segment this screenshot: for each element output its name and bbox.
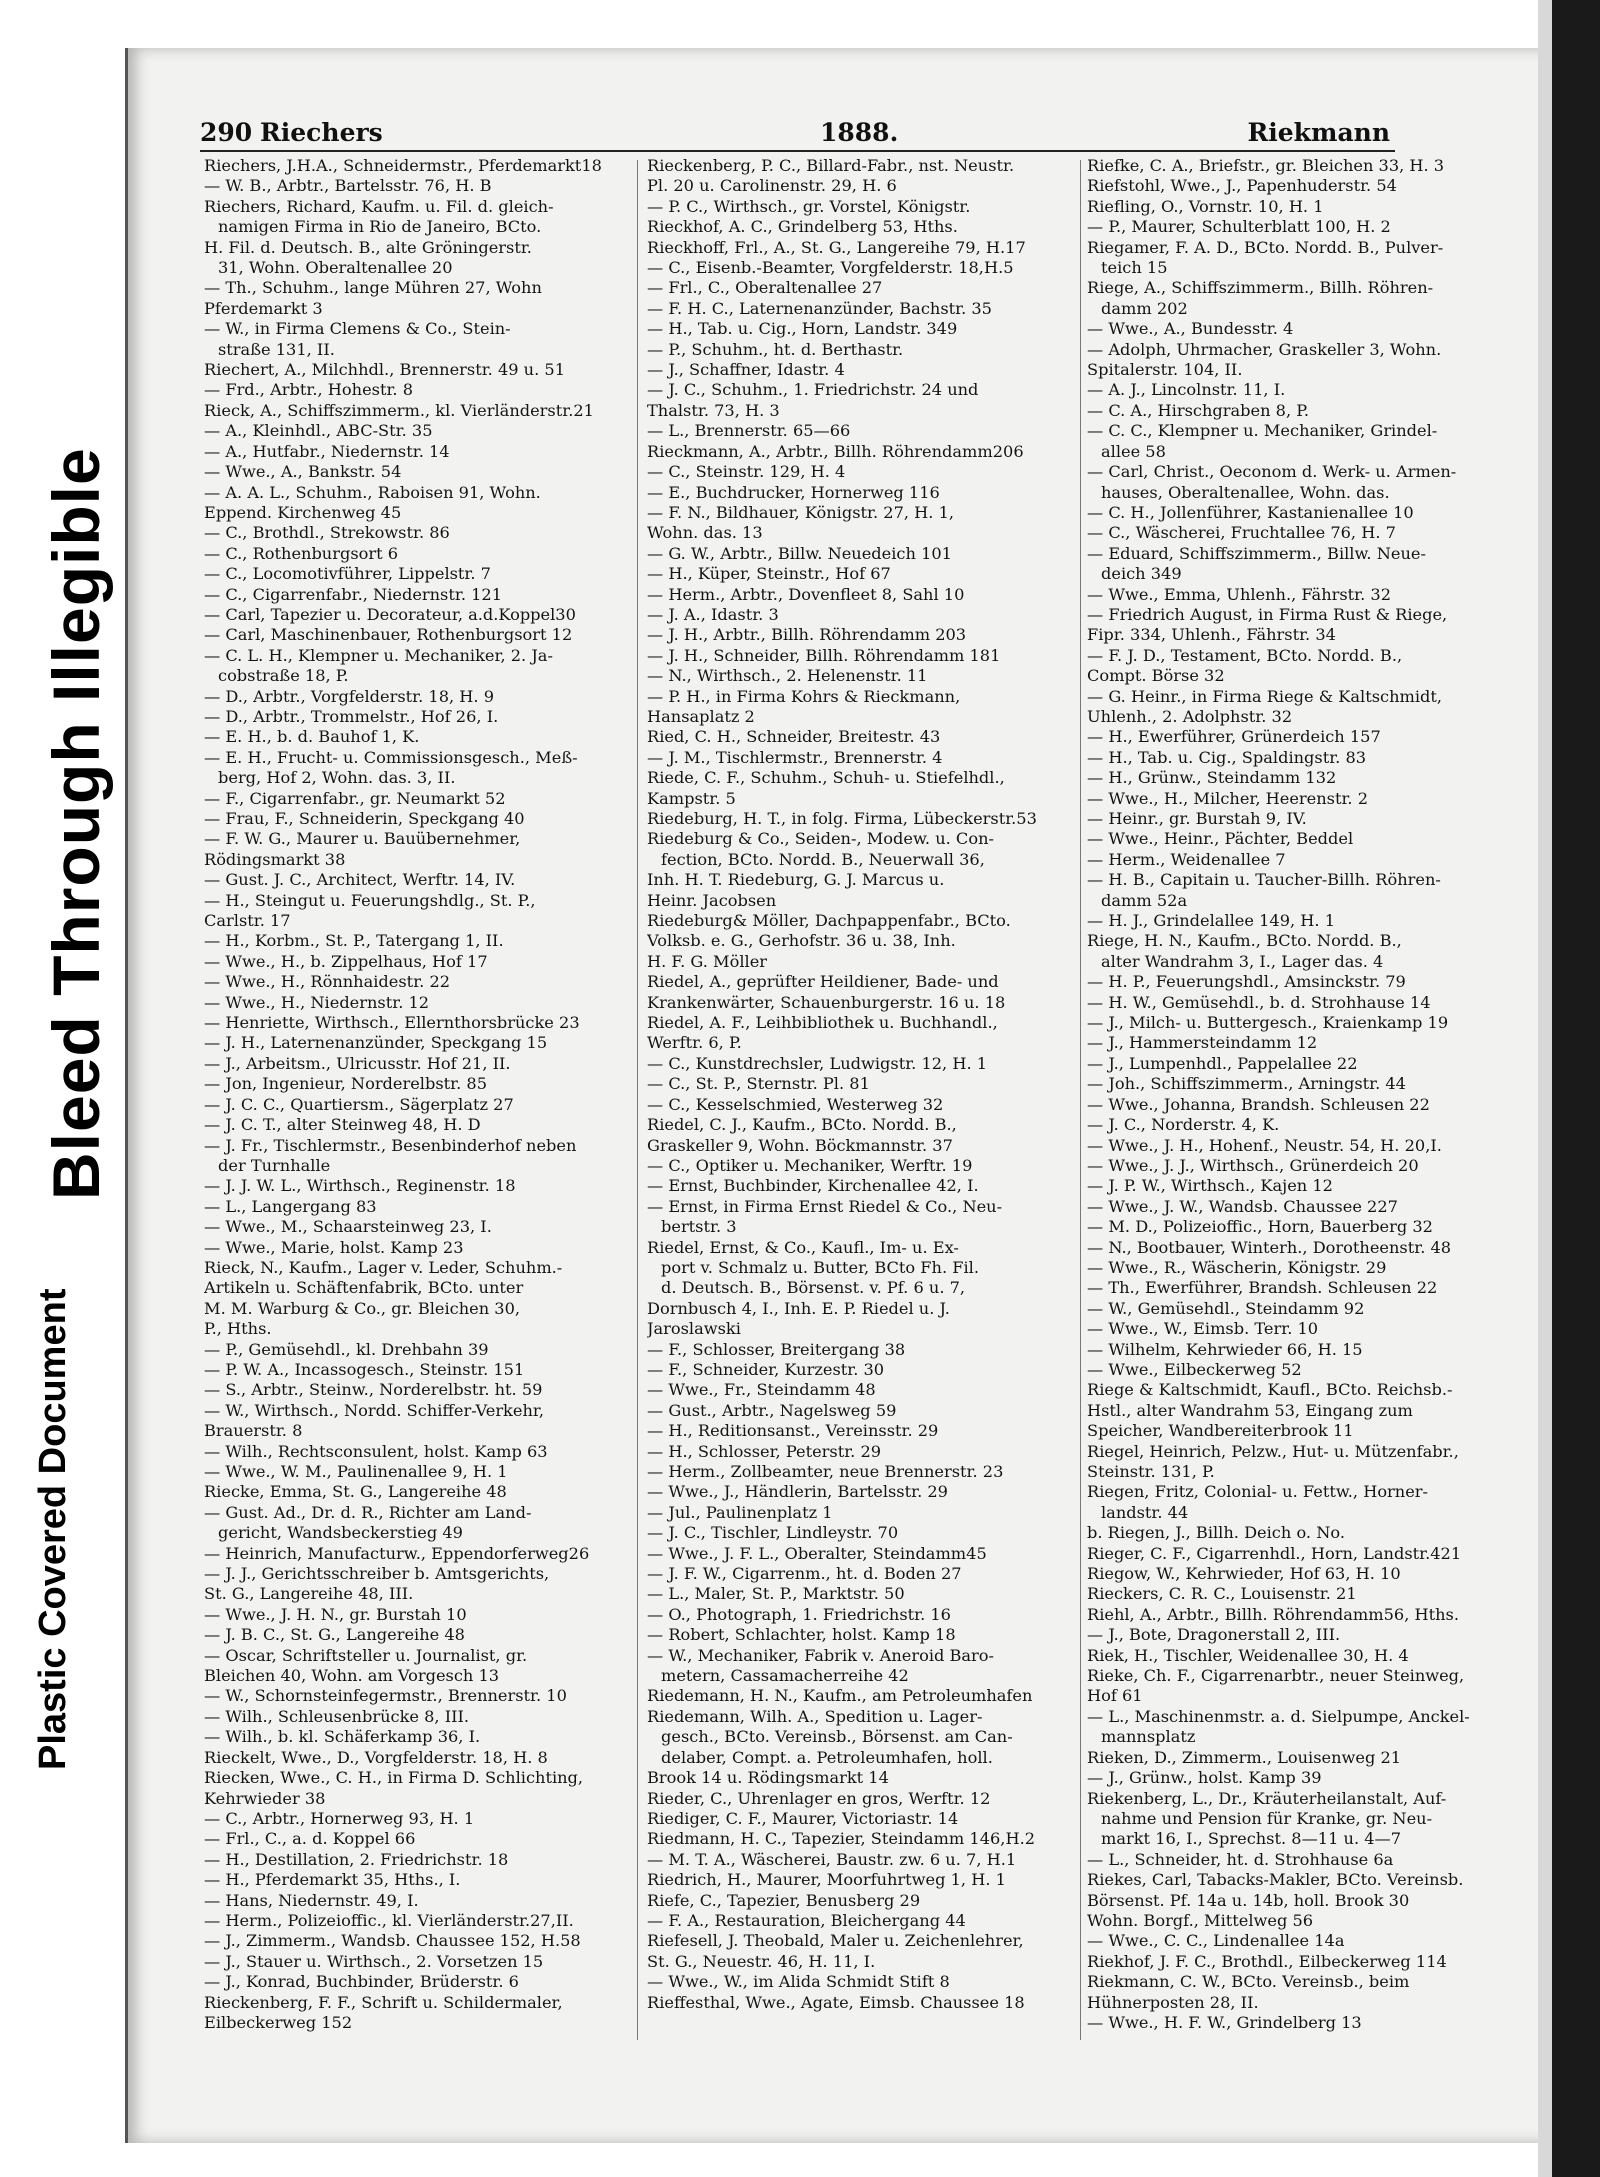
directory-entry-line: — Wwe., A., Bankstr. 54 — [204, 462, 402, 482]
directory-entry-line: — N., Bootbauer, Winterh., Dorotheenstr. 48 — [1087, 1237, 1452, 1257]
directory-column-2 — [647, 156, 1065, 2013]
directory-entry-line: Dornbusch 4, I., Inh. E. P. Riedel u. J. — [647, 1298, 950, 1318]
directory-entry-line: Riecken, Wwe., C. H., in Firma D. Schlichting, — [204, 1768, 584, 1788]
directory-entry-line: berg, Hof 2, Wohn. das. 3, II. — [218, 768, 456, 788]
directory-entry-line: — Wwe., H., b. Zippelhaus, Hof 17 — [204, 951, 488, 971]
directory-entry-line: — H., Schlosser, Peterstr. 29 — [647, 1441, 882, 1461]
directory-entry-line: Ried, C. H., Schneider, Breitestr. 43 — [647, 727, 941, 747]
column-divider — [1080, 160, 1081, 2040]
directory-entry-line: alter Wandrahm 3, I., Lager das. 4 — [1101, 951, 1384, 971]
directory-entry-line: — A., Hutfabr., Niedernstr. 14 — [204, 441, 450, 461]
directory-entry-line: — A., Kleinhdl., ABC-Str. 35 — [204, 421, 433, 441]
directory-entry-line: — Hans, Niedernstr. 49, I. — [204, 1890, 419, 1910]
directory-entry-line: Börsenst. Pf. 14a u. 14b, holl. Brook 30 — [1087, 1890, 1410, 1910]
directory-entry-line: — Adolph, Uhrmacher, Graskeller 3, Wohn. — [1087, 339, 1442, 359]
directory-entry-line: — J. H., Schneider, Billh. Röhrendamm 181 — [647, 645, 1001, 665]
directory-entry-line: — J. M., Tischlermstr., Brennerstr. 4 — [647, 747, 943, 767]
page-header — [200, 118, 1400, 148]
directory-entry-line: Riedel, A. F., Leihbibliothek u. Buchhandl., — [647, 1013, 998, 1033]
directory-entry-line: — C., Cigarrenfabr., Niedernstr. 121 — [204, 584, 503, 604]
directory-entry-line: Rieffesthal, Wwe., Agate, Eimsb. Chaussee 18 — [647, 1992, 1025, 2012]
directory-entry-line: — C., Kesselschmied, Westerweg 32 — [647, 1094, 944, 1114]
directory-entry-line: H. Fil. d. Deutsch. B., alte Gröningerstr. — [204, 237, 532, 257]
directory-entry-line: — C. L. H., Klempner u. Mechaniker, 2. Ja- — [204, 645, 553, 665]
directory-entry-line: — C., Steinstr. 129, H. 4 — [647, 462, 846, 482]
directory-entry-line: — Wwe., Eilbeckerweg 52 — [1087, 1359, 1302, 1379]
directory-entry-line: Wohn. Borgf., Mittelweg 56 — [1087, 1910, 1314, 1930]
directory-entry-line: fection, BCto. Nordd. B., Neuerwall 36, — [661, 849, 985, 869]
directory-entry-line: metern, Cassamacherreihe 42 — [661, 1666, 909, 1686]
directory-entry-line: Brook 14 u. Rödingsmarkt 14 — [647, 1768, 889, 1788]
directory-entry-line: gericht, Wandsbeckerstieg 49 — [218, 1523, 463, 1543]
directory-entry-line: — C., St. P., Sternstr. Pl. 81 — [647, 1074, 870, 1094]
directory-entry-line: — Frau, F., Schneiderin, Speckgang 40 — [204, 809, 525, 828]
directory-entry-line: — H. W., Gemüsehdl., b. d. Strohhause 14 — [1087, 992, 1431, 1012]
directory-entry-line: Riediger, C. F., Maurer, Victoriastr. 14 — [647, 1808, 959, 1828]
directory-entry-line: — W., in Firma Clemens & Co., Stein- — [204, 319, 511, 339]
directory-entry-line: — P., Maurer, Schulterblatt 100, H. 2 — [1087, 217, 1391, 237]
directory-entry-line: — Wilh., b. kl. Schäferkamp 36, I. — [204, 1727, 481, 1747]
directory-entry-line: — C., Kunstdrechsler, Ludwigstr. 12, H. 1 — [647, 1053, 988, 1073]
directory-entry-line: — L., Maler, St. P., Marktstr. 50 — [647, 1584, 905, 1604]
directory-entry-line: cobstraße 18, P. — [218, 666, 349, 686]
directory-entry-line: nahme und Pension für Kranke, gr. Neu- — [1101, 1808, 1433, 1828]
directory-entry-line: — J., Bote, Dragonerstall 2, III. — [1087, 1625, 1341, 1645]
directory-entry-line: — J., Zimmerm., Wandsb. Chaussee 152, H.58 — [204, 1931, 581, 1951]
directory-entry-line: Rieckhof, A. C., Grindelberg 53, Hths. — [647, 217, 958, 237]
directory-entry-line: — J. C., Norderstr. 4, K. — [1087, 1115, 1280, 1135]
directory-entry-line: Riege & Kaltschmidt, Kaufl., BCto. Reichsb.- — [1087, 1380, 1453, 1400]
directory-entry-line: Hof 61 — [1087, 1686, 1143, 1706]
directory-entry-line: Rieke, Ch. F., Cigarrenarbtr., neuer Steinweg, — [1087, 1666, 1465, 1686]
directory-entry-line: — H., Ewerführer, Grünerdeich 157 — [1087, 727, 1381, 747]
directory-entry-line: Riege, A., Schiffszimmerm., Billh. Röhren- — [1087, 278, 1434, 298]
directory-entry-line: Carlstr. 17 — [204, 911, 291, 931]
directory-entry-line: St. G., Langereihe 48, III. — [204, 1584, 414, 1604]
directory-entry-line: — C., Arbtr., Hornerweg 93, H. 1 — [204, 1808, 475, 1828]
directory-entry-line: — Eduard, Schiffszimmerm., Billw. Neue- — [1087, 543, 1426, 563]
directory-entry-line: Rieck, A., Schiffszimmerm., kl. Vierländerstr.21 — [204, 400, 594, 420]
directory-entry-line: — A. J., Lincolnstr. 11, I. — [1087, 380, 1286, 400]
directory-entry-line: Uhlenh., 2. Adolphstr. 32 — [1087, 706, 1293, 726]
directory-entry-line: — E. H., b. d. Bauhof 1, K. — [204, 727, 420, 747]
directory-entry-line: Fipr. 334, Uhlenh., Fährstr. 34 — [1087, 625, 1336, 645]
directory-entry-line: — Friedrich August, in Firma Rust & Riege, — [1087, 604, 1448, 624]
directory-entry-line: — H., Grünw., Steindamm 132 — [1087, 768, 1337, 788]
directory-entry-line: — C., Brothdl., Strekowstr. 86 — [204, 523, 450, 543]
directory-entry-line: Eilbeckerweg 152 — [204, 2012, 353, 2032]
directory-entry-line: Kampstr. 5 — [647, 788, 736, 808]
directory-entry-line: — J. H., Arbtr., Billh. Röhrendamm 203 — [647, 625, 967, 645]
directory-entry-line: Riefe, C., Tapezier, Benusberg 29 — [647, 1890, 921, 1910]
directory-entry-line: straße 131, II. — [218, 339, 335, 359]
directory-entry-line: gesch., BCto. Vereinsb., Börsenst. am Can- — [661, 1727, 1013, 1747]
directory-entry-line: — F., Schlosser, Breitergang 38 — [647, 1339, 906, 1359]
directory-entry-line: Thalstr. 73, H. 3 — [647, 400, 780, 420]
directory-entry-line: Riek, H., Tischler, Weidenallee 30, H. 4 — [1087, 1645, 1409, 1665]
directory-entry-line: — Wwe., J. J., Wirthsch., Grünerdeich 20 — [1087, 1155, 1419, 1175]
directory-entry-line: — Wwe., Fr., Steindamm 48 — [647, 1380, 876, 1400]
directory-entry-line: — J. B. C., St. G., Langereihe 48 — [204, 1625, 465, 1645]
directory-entry-line: — P. W. A., Incassogesch., Steinstr. 151 — [204, 1359, 525, 1379]
directory-entry-line: — Wwe., A., Bundesstr. 4 — [1087, 319, 1294, 339]
directory-entry-line: Riede, C. F., Schuhm., Schuh- u. Stiefelhdl., — [647, 768, 1005, 788]
directory-entry-line: — Heinrich, Manufacturw., Eppendorferweg26 — [204, 1543, 590, 1563]
directory-entry-line: Riekmann, C. W., BCto. Vereinsb., beim — [1087, 1972, 1410, 1992]
directory-entry-line: Rieckenberg, P. C., Billard-Fabr., nst. Neustr. — [647, 156, 1015, 175]
directory-entry-line: — H., Destillation, 2. Friedrichstr. 18 — [204, 1849, 509, 1869]
directory-entry-line: — P. C., Wirthsch., gr. Vorstel, Königstr. — [647, 196, 971, 216]
directory-entry-line: Riedrich, H., Maurer, Moorfuhrtweg 1, H. 1 — [647, 1870, 1006, 1890]
directory-entry-line: — Wwe., H., Rönnhaidestr. 22 — [204, 972, 451, 992]
directory-entry-line: — Wwe., Johanna, Brandsh. Schleusen 22 — [1087, 1094, 1430, 1114]
directory-entry-line: — F. H. C., Laternenanzünder, Bachstr. 35 — [647, 298, 992, 318]
directory-entry-line: — J., Grünw., holst. Kamp 39 — [1087, 1768, 1322, 1788]
directory-entry-line: Steinstr. 131, P. — [1087, 1462, 1215, 1481]
directory-entry-line: — Frd., Arbtr., Hohestr. 8 — [204, 380, 414, 400]
directory-entry-line: allee 58 — [1101, 441, 1166, 461]
directory-entry-line: Riecke, Emma, St. G., Langereihe 48 — [204, 1482, 507, 1502]
directory-entry-line: — J. P. W., Wirthsch., Kajen 12 — [1087, 1176, 1333, 1196]
directory-entry-line: Rieckers, C. R. C., Louisenstr. 21 — [1087, 1584, 1357, 1604]
directory-entry-line: — H., Korbm., St. P., Tatergang 1, II. — [204, 931, 504, 951]
directory-entry-line: — Joh., Schiffszimmerm., Arningstr. 44 — [1087, 1074, 1406, 1094]
directory-entry-line: — H. J., Grindelallee 149, H. 1 — [1087, 911, 1336, 931]
directory-entry-line: bertstr. 3 — [661, 1217, 737, 1237]
directory-entry-line: — C., Locomotivführer, Lippelstr. 7 — [204, 564, 491, 584]
directory-entry-line: — J. F. W., Cigarrenm., ht. d. Boden 27 — [647, 1564, 962, 1584]
directory-entry-line: Rieckhoff, Frl., A., St. G., Langereihe 79, H.17 — [647, 237, 1026, 257]
directory-entry-line: — M. D., Polizeioffic., Horn, Bauerberg 32 — [1087, 1217, 1433, 1237]
directory-entry-line: — Ernst, in Firma Ernst Riedel & Co., Neu- — [647, 1196, 1003, 1216]
header-year: 1888. — [820, 118, 899, 147]
directory-entry-line: Bleichen 40, Wohn. am Vorgesch 13 — [204, 1666, 500, 1686]
directory-entry-line: — Wwe., J., Händlerin, Bartelsstr. 29 — [647, 1482, 948, 1502]
directory-entry-line: Riechert, A., Milchhdl., Brennerstr. 49 u. 51 — [204, 360, 566, 380]
directory-entry-line: Rieckmann, A., Arbtr., Billh. Röhrendamm206 — [647, 441, 1024, 461]
directory-entry-line: — S., Arbtr., Steinw., Norderelbstr. ht. 59 — [204, 1380, 543, 1400]
directory-entry-line: — Wwe., W. M., Paulinenallee 9, H. 1 — [204, 1462, 508, 1481]
directory-entry-line: damm 202 — [1101, 298, 1188, 318]
directory-entry-line: Riedeburg & Co., Seiden-, Modew. u. Con- — [647, 829, 994, 849]
directory-entry-line: — W., Schornsteinfegermstr., Brennerstr. 10 — [204, 1686, 567, 1706]
directory-entry-line: 31, Wohn. Oberaltenallee 20 — [218, 258, 453, 278]
directory-entry-line: — J. J., Gerichtsschreiber b. Amtsgerichts, — [204, 1564, 550, 1584]
directory-entry-line: Riekenberg, L., Dr., Kräuterheilanstalt, Auf- — [1087, 1788, 1447, 1808]
directory-entry-line: Riedemann, H. N., Kaufm., am Petroleumhafen — [647, 1686, 1033, 1706]
directory-entry-line: — J. C., Schuhm., 1. Friedrichstr. 24 und — [647, 380, 979, 400]
directory-entry-line: Compt. Börse 32 — [1087, 666, 1225, 686]
directory-entry-line: Rieder, C., Uhrenlager en gros, Werftr. 12 — [647, 1788, 991, 1808]
directory-entry-line: — H., Tab. u. Cig., Horn, Landstr. 349 — [647, 319, 958, 339]
directory-entry-line: — Wwe., W., im Alida Schmidt Stift 8 — [647, 1972, 950, 1992]
directory-entry-line: — Robert, Schlachter, holst. Kamp 18 — [647, 1625, 956, 1645]
directory-entry-line: Pferdemarkt 3 — [204, 298, 323, 318]
directory-entry-line: — J., Lumpenhdl., Pappelallee 22 — [1087, 1053, 1358, 1073]
directory-entry-line: — O., Photograph, 1. Friedrichstr. 16 — [647, 1604, 951, 1624]
directory-entry-line: P., Hths. — [204, 1319, 272, 1339]
directory-entry-line: Riegow, W., Kehrwieder, Hof 63, H. 10 — [1087, 1564, 1401, 1584]
bleed-through-label: Bleed Through Illegible — [39, 447, 113, 1200]
directory-entry-line: — Wwe., Emma, Uhlenh., Fährstr. 32 — [1087, 584, 1392, 604]
directory-entry-line: — Wwe., J. H., Hohenf., Neustr. 54, H. 20,I. — [1087, 1135, 1442, 1155]
directory-entry-line: namigen Firma in Rio de Janeiro, BCto. — [218, 217, 542, 237]
directory-entry-line: — Wwe., C. C., Lindenallee 14a — [1087, 1931, 1345, 1951]
directory-entry-line: markt 16, I., Sprechst. 8—11 u. 4—7 — [1101, 1829, 1402, 1849]
directory-entry-line: — L., Brennerstr. 65—66 — [647, 421, 851, 441]
directory-entry-line: — Wwe., W., Eimsb. Terr. 10 — [1087, 1319, 1319, 1339]
directory-entry-line: Krankenwärter, Schauenburgerstr. 16 u. 18 — [647, 992, 1006, 1012]
directory-entry-line: — L., Langergang 83 — [204, 1196, 377, 1216]
directory-entry-line: — Wwe., J. W., Wandsb. Chaussee 227 — [1087, 1196, 1398, 1216]
directory-entry-line: — F. J. D., Testament, BCto. Nordd. B., — [1087, 645, 1403, 665]
directory-entry-line: Wohn. das. 13 — [647, 523, 763, 543]
directory-entry-line: — J., Schaffner, Idastr. 4 — [647, 360, 845, 380]
directory-entry-line: — J., Arbeitsm., Ulricusstr. Hof 21, II. — [204, 1053, 511, 1073]
directory-entry-line: Rieck, N., Kaufm., Lager v. Leder, Schuhm.- — [204, 1257, 563, 1277]
header-rule — [200, 150, 1395, 152]
plastic-covered-label: Plastic Covered Document — [32, 1288, 74, 1770]
directory-entry-line: Riechers, J.H.A., Schneidermstr., Pferdemarkt18 — [204, 156, 602, 175]
directory-entry-line: — L., Schneider, ht. d. Strohhause 6a — [1087, 1849, 1394, 1869]
directory-entry-line: — J. Fr., Tischlermstr., Besenbinderhof neben — [204, 1135, 577, 1155]
directory-entry-line: Rieckelt, Wwe., D., Vorgfelderstr. 18, H. 8 — [204, 1747, 548, 1767]
directory-entry-line: Werftr. 6, P. — [647, 1033, 742, 1053]
directory-entry-line: — Wilh., Schleusenbrücke 8, III. — [204, 1706, 470, 1726]
directory-entry-line: Riedel, A., geprüfter Heildiener, Bade- und — [647, 972, 999, 992]
directory-entry-line: — C., Eisenb.-Beamter, Vorgfelderstr. 18,H.5 — [647, 258, 1014, 278]
directory-entry-line: — Gust., Arbtr., Nagelsweg 59 — [647, 1400, 897, 1420]
directory-entry-line: Eppend. Kirchenweg 45 — [204, 502, 402, 522]
directory-entry-line: — Frl., C., Oberaltenallee 27 — [647, 278, 883, 298]
directory-entry-line: — J., Konrad, Buchbinder, Brüderstr. 6 — [204, 1972, 519, 1992]
directory-entry-line: — Carl, Maschinenbauer, Rothenburgsort 12 — [204, 625, 573, 645]
directory-entry-line: — Wwe., Marie, holst. Kamp 23 — [204, 1237, 464, 1257]
directory-entry-line: Hstl., alter Wandrahm 53, Eingang zum — [1087, 1400, 1413, 1420]
header-left-keyword: Riechers — [260, 118, 383, 147]
directory-entry-line: Riedeburg, H. T., in folg. Firma, Lübeckerstr.53 — [647, 809, 1037, 828]
directory-entry-line: Riefstohl, Wwe., J., Papenhuderstr. 54 — [1087, 176, 1397, 196]
directory-entry-line: — F., Cigarrenfabr., gr. Neumarkt 52 — [204, 788, 506, 808]
directory-entry-line: Pl. 20 u. Carolinenstr. 29, H. 6 — [647, 176, 897, 196]
directory-entry-line: — D., Arbtr., Trommelstr., Hof 26, I. — [204, 706, 499, 726]
directory-entry-line: — N., Wirthsch., 2. Helenenstr. 11 — [647, 666, 928, 686]
directory-entry-line: — Frl., C., a. d. Koppel 66 — [204, 1829, 416, 1849]
directory-entry-line: — H., Tab. u. Cig., Spaldingstr. 83 — [1087, 747, 1367, 767]
directory-entry-line: Graskeller 9, Wohn. Böckmannstr. 37 — [647, 1135, 953, 1155]
directory-entry-line: — C., Optiker u. Mechaniker, Werftr. 19 — [647, 1155, 973, 1175]
directory-entry-line: — H., Reditionsanst., Vereinsstr. 29 — [647, 1421, 939, 1441]
directory-entry-line: M. M. Warburg & Co., gr. Bleichen 30, — [204, 1298, 521, 1318]
directory-column-3 — [1087, 156, 1505, 2033]
scan-edge — [1538, 0, 1600, 2177]
directory-entry-line: — C. A., Hirschgraben 8, P. — [1087, 400, 1309, 420]
directory-entry-line: — Wwe., H., Niedernstr. 12 — [204, 992, 430, 1012]
directory-column-1 — [204, 156, 622, 2033]
directory-entry-line: Volksb. e. G., Gerhofstr. 36 u. 38, Inh. — [647, 931, 956, 951]
directory-entry-line: — P. H., in Firma Kohrs & Rieckmann, — [647, 686, 961, 706]
directory-entry-line: — E., Buchdrucker, Hornerweg 116 — [647, 482, 940, 502]
directory-entry-line: — Carl, Christ., Oeconom d. Werk- u. Armen- — [1087, 462, 1457, 482]
directory-entry-line: Rieger, C. F., Cigarrenhdl., Horn, Landstr.421 — [1087, 1543, 1462, 1563]
directory-entry-line: port v. Schmalz u. Butter, BCto Fh. Fil. — [661, 1257, 979, 1277]
directory-entry-line: Spitalerstr. 104, II. — [1087, 360, 1243, 380]
directory-entry-line: — Wwe., H. F. W., Grindelberg 13 — [1087, 2012, 1362, 2032]
directory-entry-line: — W. B., Arbtr., Bartelsstr. 76, H. B — [204, 176, 492, 196]
directory-entry-line: Riefling, O., Vornstr. 10, H. 1 — [1087, 196, 1324, 216]
directory-entry-line: — H., Steingut u. Feuerungshdlg., St. P., — [204, 890, 536, 910]
directory-entry-line: — J. C. T., alter Steinweg 48, H. D — [204, 1115, 481, 1135]
page-number: 290 — [200, 118, 253, 147]
directory-entry-line: mannsplatz — [1101, 1727, 1196, 1747]
directory-entry-line: — W., Gemüsehdl., Steindamm 92 — [1087, 1298, 1365, 1318]
directory-entry-line: — H., Küper, Steinstr., Hof 67 — [647, 564, 891, 584]
directory-entry-line: — Wwe., H., Milcher, Heerenstr. 2 — [1087, 788, 1369, 808]
directory-entry-line: — Ernst, Buchbinder, Kirchenallee 42, I. — [647, 1176, 979, 1196]
directory-entry-line: Riekes, Carl, Tabacks-Makler, BCto. Vereinsb. — [1087, 1870, 1464, 1890]
directory-entry-line: — P., Gemüsehdl., kl. Drehbahn 39 — [204, 1339, 489, 1359]
directory-entry-line: Riefke, C. A., Briefstr., gr. Bleichen 33, H. 3 — [1087, 156, 1445, 175]
directory-entry-line: — Carl, Tapezier u. Decorateur, a.d.Koppel30 — [204, 604, 576, 624]
directory-entry-line: — H. P., Feuerungshdl., Amsinckstr. 79 — [1087, 972, 1406, 992]
directory-entry-line: — Oscar, Schriftsteller u. Journalist, gr. — [204, 1645, 528, 1665]
directory-entry-line: — Jon, Ingenieur, Norderelbstr. 85 — [204, 1074, 488, 1094]
directory-entry-line: — W., Wirthsch., Nordd. Schiffer-Verkehr, — [204, 1400, 544, 1420]
directory-entry-line: teich 15 — [1101, 258, 1168, 278]
header-right-keyword: Riekmann — [1247, 118, 1390, 147]
directory-entry-line: — P., Schuhm., ht. d. Berthastr. — [647, 339, 904, 359]
directory-entry-line: — J., Stauer u. Wirthsch., 2. Vorsetzen 15 — [204, 1951, 544, 1971]
directory-entry-line: — Jul., Paulinenplatz 1 — [647, 1502, 833, 1522]
directory-entry-line: Riegamer, F. A. D., BCto. Nordd. B., Pulver- — [1087, 237, 1444, 257]
directory-entry-line: — E. H., Frucht- u. Commissionsgesch., Meß- — [204, 747, 578, 767]
directory-entry-line: Riegen, Fritz, Colonial- u. Fettw., Horner- — [1087, 1482, 1429, 1502]
directory-entry-line: landstr. 44 — [1101, 1502, 1189, 1522]
directory-entry-line: — Gust. Ad., Dr. d. R., Richter am Land- — [204, 1502, 532, 1522]
directory-entry-line: — Th., Ewerführer, Brandsh. Schleusen 22 — [1087, 1278, 1438, 1298]
directory-entry-line: — C. C., Klempner u. Mechaniker, Grindel- — [1087, 421, 1438, 441]
directory-entry-line: Rödingsmarkt 38 — [204, 849, 346, 869]
directory-entry-line: d. Deutsch. B., Börsenst. v. Pf. 6 u. 7, — [661, 1278, 966, 1298]
directory-entry-line: — J., Hammersteindamm 12 — [1087, 1033, 1318, 1053]
directory-entry-line: Rieckenberg, F. F., Schrift u. Schildermaler, — [204, 1992, 563, 2012]
directory-entry-line: — C. H., Jollenführer, Kastanienallee 10 — [1087, 502, 1414, 522]
directory-entry-line: — C., Rothenburgsort 6 — [204, 543, 399, 563]
directory-entry-line: deich 349 — [1101, 564, 1182, 584]
directory-entry-line: Riekhof, J. F. C., Brothdl., Eilbeckerweg 114 — [1087, 1951, 1447, 1971]
directory-entry-line: — L., Maschinenmstr. a. d. Sielpumpe, Anckel- — [1087, 1706, 1470, 1726]
directory-entry-line: Riedmann, H. C., Tapezier, Steindamm 146,H.2 — [647, 1829, 1036, 1849]
directory-entry-line: — H., Pferdemarkt 35, Hths., I. — [204, 1870, 461, 1890]
directory-entry-line: — J., Milch- u. Buttergesch., Kraienkamp 19 — [1087, 1013, 1449, 1033]
directory-entry-line: — Wwe., R., Wäscherin, Königstr. 29 — [1087, 1257, 1387, 1277]
directory-entry-line: — J. H., Laternenanzünder, Speckgang 15 — [204, 1033, 548, 1053]
directory-entry-line: — Th., Schuhm., lange Mühren 27, Wohn — [204, 278, 542, 298]
directory-entry-line: — F., Schneider, Kurzestr. 30 — [647, 1359, 885, 1379]
directory-entry-line: b. Riegen, J., Billh. Deich o. No. — [1087, 1523, 1345, 1543]
directory-entry-line: der Turnhalle — [218, 1155, 331, 1175]
directory-entry-line: — J. C., Tischler, Lindleystr. 70 — [647, 1523, 899, 1543]
directory-entry-line: — Wilhelm, Kehrwieder 66, H. 15 — [1087, 1339, 1363, 1359]
directory-entry-line: — Herm., Zollbeamter, neue Brennerstr. 23 — [647, 1462, 1004, 1481]
column-divider — [637, 160, 638, 2040]
directory-entry-line: St. G., Neuestr. 46, H. 11, I. — [647, 1951, 876, 1971]
directory-entry-line: Riege, H. N., Kaufm., BCto. Nordd. B., — [1087, 931, 1402, 951]
directory-entry-line: Artikeln u. Schäftenfabrik, BCto. unter — [204, 1278, 524, 1298]
directory-entry-line: delaber, Compt. a. Petroleumhafen, holl. — [661, 1747, 993, 1767]
directory-entry-line: Riehl, A., Arbtr., Billh. Röhrendamm56, Hths. — [1087, 1604, 1460, 1624]
directory-entry-line: — Wwe., Heinr., Pächter, Beddel — [1087, 829, 1354, 849]
directory-entry-line: — C., Wäscherei, Fruchtallee 76, H. 7 — [1087, 523, 1396, 543]
directory-entry-line: — G. Heinr., in Firma Riege & Kaltschmidt, — [1087, 686, 1443, 706]
directory-entry-line: — Henriette, Wirthsch., Ellernthorsbrücke 23 — [204, 1013, 580, 1033]
directory-entry-line: — Wwe., J. H. N., gr. Burstah 10 — [204, 1604, 467, 1624]
directory-entry-line: Brauerstr. 8 — [204, 1421, 303, 1441]
directory-entry-line: Speicher, Wandbereiterbrook 11 — [1087, 1421, 1354, 1441]
directory-entry-line: — Gust. J. C., Architect, Werftr. 14, IV. — [204, 870, 516, 890]
directory-entry-line: — F. A., Restauration, Bleichergang 44 — [647, 1910, 966, 1930]
directory-entry-line: — Herm., Weidenallee 7 — [1087, 849, 1286, 869]
margin-label-strip — [18, 0, 113, 2177]
directory-entry-line: — H. B., Capitain u. Taucher-Billh. Röhren- — [1087, 870, 1441, 890]
directory-entry-line: — J. C. C., Quartiersm., Sägerplatz 27 — [204, 1094, 514, 1114]
directory-entry-line: — Heinr., gr. Burstah 9, IV. — [1087, 809, 1307, 828]
directory-entry-line: — J. A., Idastr. 3 — [647, 604, 779, 624]
directory-entry-line: — Herm., Polizeioffic., kl. Vierländerstr.27,II. — [204, 1910, 574, 1930]
directory-entry-line: — A. A. L., Schuhm., Raboisen 91, Wohn. — [204, 482, 541, 502]
directory-entry-line: Kehrwieder 38 — [204, 1788, 326, 1808]
directory-entry-line: Riechers, Richard, Kaufm. u. Fil. d. gleich- — [204, 196, 554, 216]
directory-entry-line: Riedemann, Wilh. A., Spedition u. Lager- — [647, 1706, 983, 1726]
directory-entry-line: Riefesell, J. Theobald, Maler u. Zeichenlehrer, — [647, 1931, 1024, 1951]
directory-entry-line: Riedel, C. J., Kaufm., BCto. Nordd. B., — [647, 1115, 957, 1135]
directory-entry-line: Rieken, D., Zimmerm., Louisenweg 21 — [1087, 1747, 1402, 1767]
directory-entry-line: — F. N., Bildhauer, Königstr. 27, H. 1, — [647, 502, 955, 522]
directory-entry-line: Hansaplatz 2 — [647, 706, 755, 726]
directory-entry-line: — Wilh., Rechtsconsulent, holst. Kamp 63 — [204, 1441, 548, 1461]
directory-entry-line: Inh. H. T. Riedeburg, G. J. Marcus u. — [647, 870, 945, 890]
directory-entry-line: — Wwe., M., Schaarsteinweg 23, I. — [204, 1217, 492, 1237]
directory-entry-line: — Herm., Arbtr., Dovenfleet 8, Sahl 10 — [647, 584, 965, 604]
directory-entry-line: damm 52a — [1101, 890, 1188, 910]
directory-entry-line: — M. T. A., Wäscherei, Baustr. zw. 6 u. 7, H.1 — [647, 1849, 1017, 1869]
directory-entry-line: — D., Arbtr., Vorgfelderstr. 18, H. 9 — [204, 686, 494, 706]
directory-entry-line: Jaroslawski — [647, 1319, 741, 1339]
directory-entry-line: Riedeburg& Möller, Dachpappenfabr., BCto. — [647, 911, 1011, 931]
directory-entry-line: — W., Mechaniker, Fabrik v. Aneroid Baro- — [647, 1645, 995, 1665]
directory-entry-line: — J. J. W. L., Wirthsch., Reginenstr. 18 — [204, 1176, 516, 1196]
directory-entry-line: — Wwe., J. F. L., Oberalter, Steindamm45 — [647, 1543, 987, 1563]
directory-entry-line: hauses, Oberaltenallee, Wohn. das. — [1101, 482, 1390, 502]
directory-entry-line: H. F. G. Möller — [647, 951, 768, 971]
directory-entry-line: — F. W. G., Maurer u. Bauübernehmer, — [204, 829, 521, 849]
directory-entry-line: — G. W., Arbtr., Billw. Neuedeich 101 — [647, 543, 952, 563]
directory-entry-line: Hühnerposten 28, II. — [1087, 1992, 1259, 2012]
directory-entry-line: Heinr. Jacobsen — [647, 890, 777, 910]
directory-entry-line: Riedel, Ernst, & Co., Kaufl., Im- u. Ex- — [647, 1237, 959, 1257]
directory-entry-line: Riegel, Heinrich, Pelzw., Hut- u. Mützenfabr., — [1087, 1441, 1459, 1461]
